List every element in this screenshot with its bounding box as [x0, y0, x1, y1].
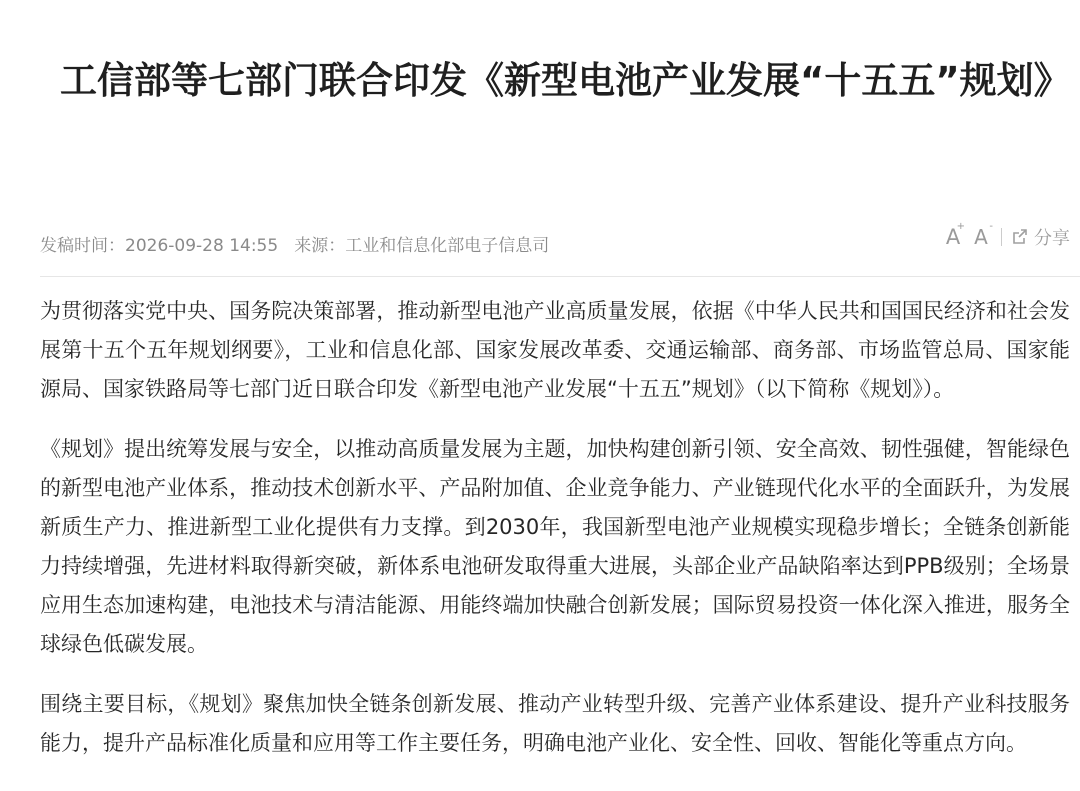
- source-label: 来源：: [294, 236, 346, 256]
- article-meta: [40, 232, 549, 260]
- tools-separator: [1001, 228, 1002, 246]
- article-body: [40, 292, 1070, 784]
- paragraph: 《规划》提出统筹发展与安全，以推动高质量发展为主题，加快构建创新引领、安全高效、韧性强健，智能绿色的新型电池产业体系，推动技术创新水平、产品附加值、企业竞争能力、产业链现代化水平的全面跃升，为发展新质生产力、推进新型工业化提供有力支撑。到2030年，我国新型电池产业规模实现稳步增长；全链条创新能力持续增强，先进材料取得新突破，新体系电池研发取得重大进展，头部企业产品缺陷率达到PPB级别；全场景应用生态加速构建，电池技术与清洁能源、用能终端加快融合创新发展；国际贸易投资一体化深入推进，服务全球绿色低碳发展。: [40, 437, 1070, 656]
- meta-divider: [40, 276, 1080, 277]
- font-size-large-icon[interactable]: [941, 223, 965, 251]
- paragraph: 为贯彻落实党中央、国务院决策部署，推动新型电池产业高质量发展，依据《中华人民共和国国民经济和社会发展第十五个五年规划纲要》，工业和信息化部、国家发展改革委、交通运输部、商务部、市场监管总局、国家能源局、国家铁路局等七部门近日联合印发《新型电池产业发展“十五五”规划》（以下简称《规划》）。: [40, 299, 1070, 401]
- publish-time: 2026-09-28 14:55: [125, 236, 279, 256]
- article-title: 工信部等七部门联合印发《新型电池产业发展“十五五”规划》: [60, 59, 1071, 102]
- article-tools: [941, 222, 1070, 252]
- publish-time-label: 发稿时间：: [40, 236, 125, 256]
- share-button[interactable]: 分享: [1034, 228, 1070, 249]
- font-large-accent: +: [956, 221, 965, 232]
- font-size-small-icon[interactable]: [969, 223, 993, 251]
- source-name: 工业和信息化部电子信息司: [345, 236, 550, 256]
- font-small-glyph: A: [974, 225, 988, 249]
- font-large-glyph: A: [945, 225, 961, 249]
- paragraph: 围绕主要目标，《规划》聚焦加快全链条创新发展、推动产业转型升级、完善产业体系建设、提升产业科技服务能力，提升产品标准化质量和应用等工作主要任务，明确电池产业化、安全性、回收、智能化等重点方向。: [40, 692, 1070, 755]
- font-small-accent: -: [989, 221, 993, 232]
- share-icon[interactable]: [1010, 227, 1030, 247]
